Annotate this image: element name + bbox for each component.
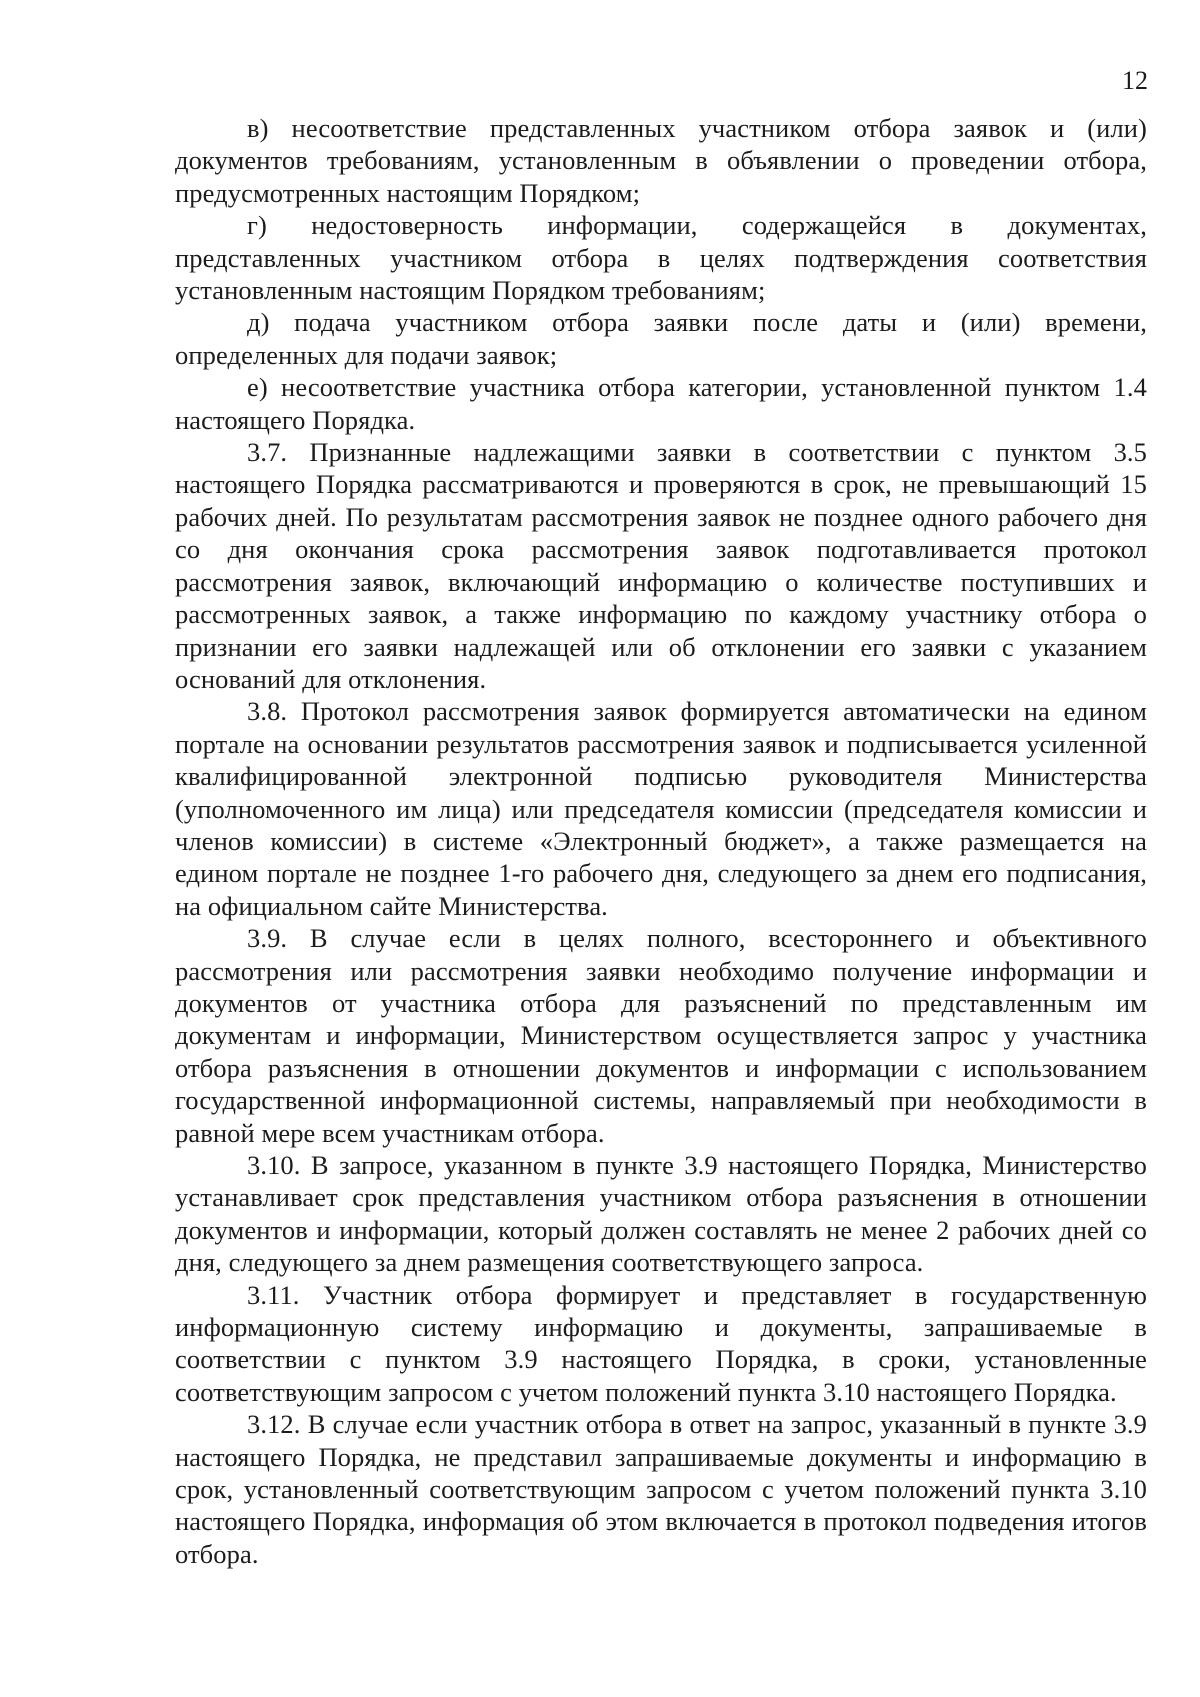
paragraph-3-8: 3.8. Протокол рассмотрения заявок формируется автоматически на едином портале на основании результатов рассмотрения заявок и подписывается усиленной квалифицированной электронной подписью руководителя Министерства (уполномоченного им лица) или председателя комиссии (председателя комиссии и членов комиссии) в системе «Электронный бюджет», а также размещается на едином портале не позднее 1-го рабочего дня, следующего за днем его подписания, на официальном сайте Министерства. — [175, 696, 1147, 921]
document-body — [175, 112, 1147, 1570]
paragraph-3-10: 3.10. В запросе, указанном в пункте 3.9 настоящего Порядка, Министерство устанавливает срок представления участником отбора разъяснения в отношении документов и информации, который должен составлять не менее 2 рабочих дней со дня, следующего за днем размещения соответствующего запроса. — [175, 1150, 1147, 1278]
paragraph-item-v: в) несоответствие представленных участником отбора заявок и (или) документов требованиям, установленным в объявлении о проведении отбора, предусмотренных настоящим Порядком; — [175, 113, 1147, 208]
page-number: 12 — [1122, 66, 1148, 95]
paragraph-3-11: 3.11. Участник отбора формирует и представляет в государственную информационную систему информацию и документы, запрашиваемые в соответствии с пунктом 3.9 настоящего Порядка, в сроки, установленные соответствующим запросом с учетом положений пункта 3.10 настоящего Порядка. — [175, 1279, 1147, 1407]
paragraph-3-12: 3.12. В случае если участник отбора в ответ на запрос, указанный в пункте 3.9 настоящего Порядка, не представил запрашиваемые документы и информацию в срок, установленный соответствующим запросом с учетом положений пункта 3.10 настоящего Порядка, информация об этом включается в протокол подведения итогов отбора. — [175, 1409, 1147, 1569]
paragraph-3-7: 3.7. Признанные надлежащими заявки в соответствии с пунктом 3.5 настоящего Порядка рассматриваются и проверяются в срок, не превышающий 15 рабочих дней. По результатам рассмотрения заявок не позднее одного рабочего дня со дня окончания срока рассмотрения заявок подготавливается протокол рассмотрения заявок, включающий информацию о количестве поступивших и рассмотренных заявок, а также информацию по каждому участнику отбора о признании его заявки надлежащей или об отклонении его заявки с указанием оснований для отклонения. — [175, 437, 1147, 694]
paragraph-item-e: е) несоответствие участника отбора категории, установленной пунктом 1.4 настоящего Порядка. — [175, 372, 1147, 435]
paragraph-3-9: 3.9. В случае если в целях полного, всестороннего и объективного рассмотрения или рассмотрения заявки необходимо получение информации и документов от участника отбора для разъяснений по представленным им документам и информации, Министерством осуществляется запрос у участника отбора разъяснения в отношении документов и информации с использованием государственной информационной системы, направляемый при необходимости в равной мере всем участникам отбора. — [175, 923, 1147, 1148]
paragraph-item-d: д) подача участником отбора заявки после даты и (или) времени, определенных для подачи заявок; — [175, 307, 1147, 370]
paragraph-item-g: г) недостоверность информации, содержащейся в документах, представленных участником отбора в целях подтверждения соответствия установленным настоящим Порядком требованиям; — [175, 210, 1147, 306]
